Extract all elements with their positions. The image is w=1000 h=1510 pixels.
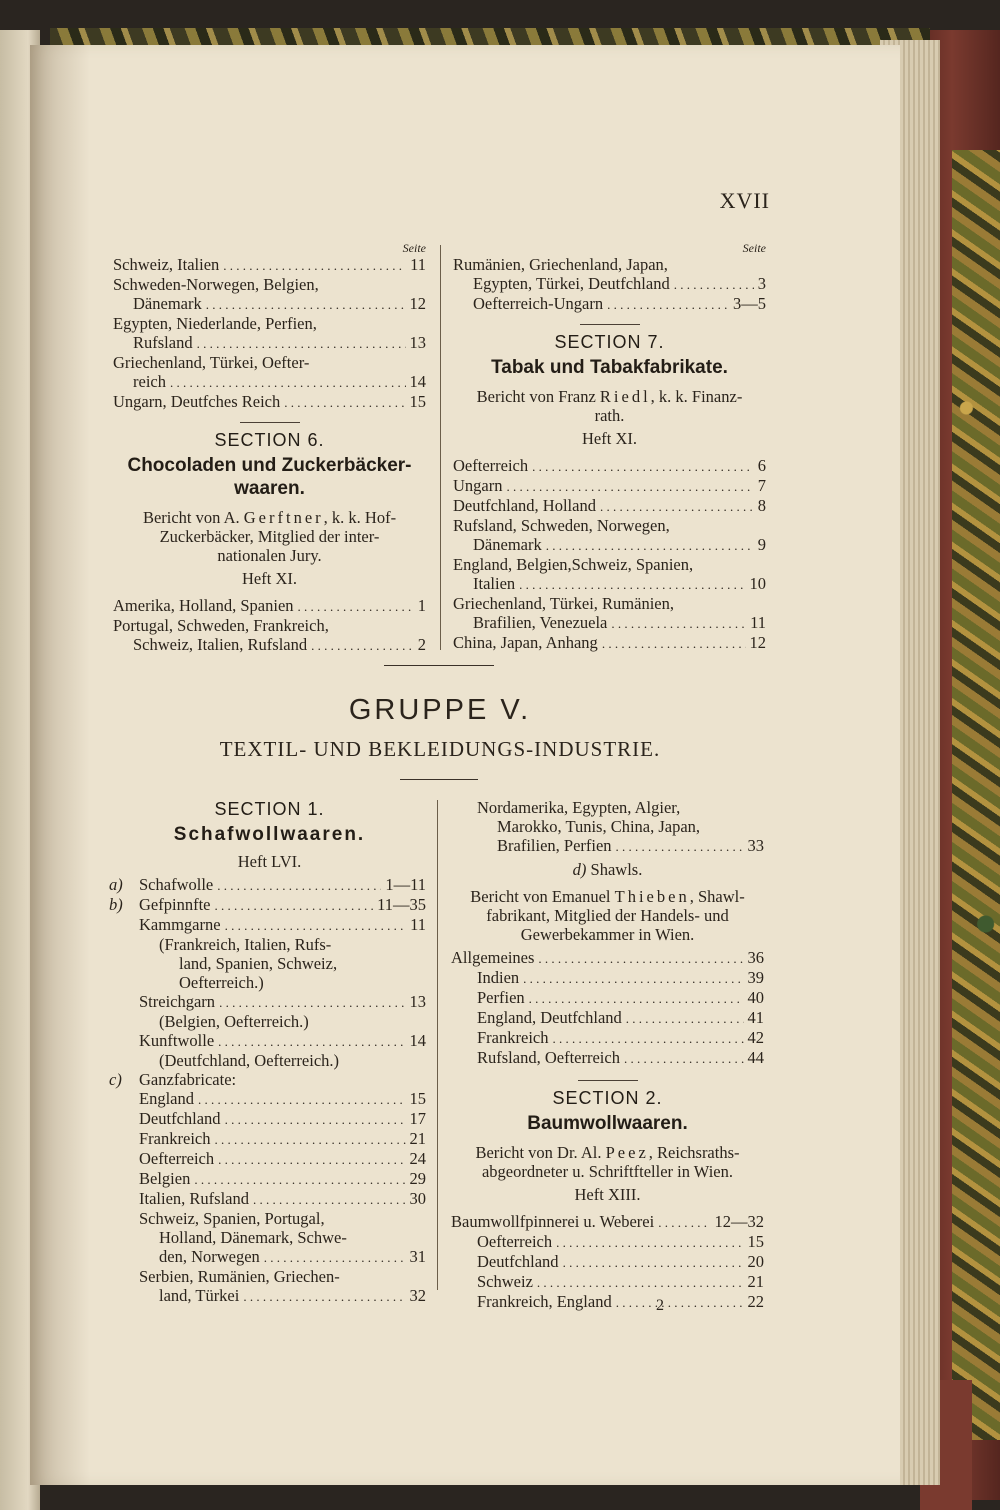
entry-text: Streichgarn xyxy=(139,992,216,1011)
index-entry xyxy=(113,596,426,616)
leader-dots xyxy=(556,1232,743,1252)
entry-text: Schafwolle xyxy=(139,875,214,894)
entry-text: Deutfchland xyxy=(139,1109,221,1128)
page-ref: 24 xyxy=(409,1149,426,1168)
leader-dots xyxy=(552,1028,743,1048)
index-column-c xyxy=(109,798,426,1306)
index-entry xyxy=(451,1008,764,1028)
page-ref: 44 xyxy=(747,1048,764,1067)
report-text: Zuckerbäcker, Mitglied der inter- xyxy=(159,527,380,546)
entry-text: land, Türkei xyxy=(159,1286,240,1305)
entry-text: Dänemark xyxy=(133,294,202,313)
subtitle-line: waaren. xyxy=(234,478,305,499)
entry-text: Oefterreich xyxy=(139,1149,215,1168)
entry-list xyxy=(113,596,426,655)
entry-text: Dänemark xyxy=(473,535,542,554)
entry-row xyxy=(477,1252,764,1272)
leader-dots xyxy=(197,333,406,353)
leader-dots xyxy=(602,633,746,653)
heft-label: Heft XIII. xyxy=(574,1185,641,1204)
page-ref: 14 xyxy=(409,1031,426,1050)
page-ref: 36 xyxy=(747,948,764,967)
entry-row xyxy=(139,895,426,915)
entry-list xyxy=(453,255,766,314)
entry-list xyxy=(451,948,764,1068)
index-entry xyxy=(113,1209,426,1267)
page-ref: 21 xyxy=(409,1129,426,1148)
leader-dots xyxy=(243,1286,405,1306)
index-entry xyxy=(453,255,766,294)
entry-note: (Deutfchland, Oefterreich.) xyxy=(159,1051,340,1070)
author-name: Thieben xyxy=(614,887,690,906)
report-text: fabrikant, Mitglied der Handels- und xyxy=(486,906,729,925)
leader-dots xyxy=(506,476,753,496)
page-ref: 7 xyxy=(757,476,766,495)
leader-dots xyxy=(537,1272,744,1292)
entry-row xyxy=(139,1031,426,1051)
entry-row xyxy=(113,596,426,616)
entry-list xyxy=(451,1212,764,1312)
index-entry xyxy=(451,1272,764,1292)
page-ref: 40 xyxy=(747,988,764,1007)
entry-text: Italien xyxy=(473,574,516,593)
section-title: SECTION 1. xyxy=(214,799,325,819)
column-divider xyxy=(437,800,438,1290)
entry-row xyxy=(139,1089,426,1109)
leader-dots xyxy=(600,496,754,516)
page-ref: 15 xyxy=(747,1232,764,1251)
report-text: Bericht von Dr. Al. xyxy=(475,1143,606,1162)
index-entry xyxy=(451,988,764,1008)
entry-line: Schweden-Norwegen, Belgien, xyxy=(113,275,319,294)
index-entry xyxy=(109,875,426,895)
entry-text: Rufsland xyxy=(133,333,193,352)
entry-text: Oefterreich xyxy=(477,1232,553,1251)
leader-dots xyxy=(311,635,414,655)
index-entry xyxy=(451,1048,764,1068)
page-ref: 21 xyxy=(747,1272,764,1291)
leader-dots xyxy=(284,392,405,412)
page-ref: 8 xyxy=(757,496,766,515)
entry-text: Schweiz xyxy=(477,1272,533,1291)
entry-text: England xyxy=(139,1089,194,1108)
index-entry xyxy=(451,1212,764,1232)
entry-text: Frankreich xyxy=(477,1028,549,1047)
leader-dots xyxy=(523,968,743,988)
entry-text: Deutfchland xyxy=(477,1252,559,1271)
page-ref: 33 xyxy=(747,836,764,855)
report-text: , Reichsraths- xyxy=(648,1143,740,1162)
page-ref: 14 xyxy=(409,372,426,391)
entry-row xyxy=(113,635,426,655)
leader-dots xyxy=(563,1252,744,1272)
index-entry xyxy=(453,555,766,594)
entry-row xyxy=(451,948,764,968)
section-subtitle xyxy=(113,454,426,500)
leader-dots xyxy=(626,1008,744,1028)
index-entry xyxy=(113,1169,426,1189)
entry-text: Baumwollfpinnerei u. Weberei xyxy=(451,1212,655,1231)
index-entry xyxy=(453,516,766,555)
index-entry xyxy=(451,1252,764,1272)
entry-row xyxy=(453,456,766,476)
leader-dots xyxy=(611,613,746,633)
leader-dots xyxy=(253,1189,406,1209)
leader-dots xyxy=(624,1048,744,1068)
entry-text: Schweiz, Italien xyxy=(113,255,220,274)
entry-marker: b) xyxy=(109,895,123,914)
entry-text: Brafilien, Venezuela xyxy=(473,613,608,632)
entry-row xyxy=(139,875,426,895)
entry-note: land, Spanien, Schweiz, xyxy=(179,954,338,973)
index-entry xyxy=(453,456,766,476)
entry-row xyxy=(139,915,426,935)
entry-row xyxy=(139,1129,426,1149)
entry-row xyxy=(477,836,764,856)
index-entry xyxy=(113,1051,426,1070)
report-text: Bericht von Emanuel xyxy=(470,887,615,906)
page-ref: 41 xyxy=(747,1008,764,1027)
report-text: rath. xyxy=(594,406,625,425)
report-credit xyxy=(451,887,764,944)
entry-row xyxy=(113,333,426,353)
entry-note: Oefterreich.) xyxy=(179,973,264,992)
leader-dots xyxy=(219,992,405,1012)
entry-row xyxy=(451,1212,764,1232)
author-name: Riedl xyxy=(599,387,651,406)
entry-text: Italien, Rufsland xyxy=(139,1189,249,1208)
group-subtitle: TEXTIL- UND BEKLEIDUNGS-INDUSTRIE. xyxy=(219,737,661,761)
section-subtitle: Tabak und Tabakfabrikate. xyxy=(491,357,728,378)
entry-row xyxy=(453,535,766,555)
entry-line: Serbien, Rumänien, Griechen- xyxy=(139,1267,340,1286)
leader-dots xyxy=(214,895,373,915)
index-entry xyxy=(453,633,766,653)
entry-list xyxy=(113,255,426,412)
entry-text: Allgemeines xyxy=(451,948,535,967)
entry-text: den, Norwegen xyxy=(159,1247,260,1266)
page-ref: 31 xyxy=(409,1247,426,1266)
author-name: Gerftner xyxy=(243,508,324,527)
entry-row xyxy=(453,633,766,653)
entry-text: Deutfchland, Holland xyxy=(453,496,596,515)
entry-row xyxy=(139,1189,426,1209)
heft-label: Heft XI. xyxy=(242,569,297,588)
index-entry xyxy=(451,1292,764,1312)
leader-dots xyxy=(616,836,744,856)
entry-note: (Frankreich, Italien, Rufs- xyxy=(159,935,332,954)
entry-marker: a) xyxy=(109,875,123,894)
index-entry xyxy=(113,392,426,412)
leader-dots xyxy=(214,1129,405,1149)
index-column-d xyxy=(451,798,764,1312)
report-text: , k. k. Finanz- xyxy=(650,387,743,406)
entry-row xyxy=(477,1232,764,1252)
leader-dots xyxy=(298,596,414,616)
leader-dots xyxy=(532,456,754,476)
page-ref: 17 xyxy=(409,1109,426,1128)
entry-text: Frankreich xyxy=(139,1129,211,1148)
entry-line: Marokko, Tunis, China, Japan, xyxy=(497,817,701,836)
leader-dots xyxy=(658,1212,710,1232)
index-entry xyxy=(113,915,426,935)
page-ref: 13 xyxy=(409,333,426,352)
page-ref: 11 xyxy=(750,613,766,632)
leader-dots xyxy=(217,875,381,895)
page-ref: 1—11 xyxy=(385,875,426,894)
leader-dots xyxy=(519,574,745,594)
entry-text: Schweiz, Italien, Rufsland xyxy=(133,635,308,654)
heft-label: Heft LVI. xyxy=(237,852,302,871)
heft-label: Heft XI. xyxy=(582,429,637,448)
leader-dots xyxy=(225,1109,406,1129)
entry-row xyxy=(113,392,426,412)
index-entry xyxy=(453,496,766,516)
index-entry xyxy=(113,1031,426,1051)
entry-line: Griechenland, Türkei, Oefter- xyxy=(113,353,310,372)
entry-list xyxy=(451,798,764,856)
index-entry xyxy=(113,353,426,392)
entry-text: Kunftwolle xyxy=(139,1031,215,1050)
entry-text: Ungarn xyxy=(453,476,503,495)
entry-text: Kammgarne xyxy=(139,915,221,934)
page-ref: 15 xyxy=(409,392,426,411)
entry-row xyxy=(477,1272,764,1292)
entry-row xyxy=(139,992,426,1012)
index-entry xyxy=(113,1149,426,1169)
report-text: , k. k. Hof- xyxy=(323,508,397,527)
entry-row xyxy=(477,1008,764,1028)
page-ref: 12 xyxy=(749,633,766,652)
subhead-marker: d) xyxy=(572,860,587,879)
entry-row xyxy=(113,294,426,314)
entry-row xyxy=(139,1109,426,1129)
report-credit xyxy=(453,387,766,425)
leader-dots xyxy=(194,1169,405,1189)
entry-row xyxy=(477,1292,764,1312)
report-text: abgeordneter u. Schriftfteller in Wien. xyxy=(481,1162,734,1181)
index-entry xyxy=(113,935,426,992)
section-divider xyxy=(240,422,300,423)
index-column-b xyxy=(453,242,766,653)
page-ref: 22 xyxy=(747,1292,764,1311)
entry-row xyxy=(139,1247,426,1267)
page-ref: 29 xyxy=(409,1169,426,1188)
index-entry xyxy=(113,1189,426,1209)
page-ref: 30 xyxy=(409,1189,426,1208)
entry-text: Rufsland, Oefterreich xyxy=(477,1048,620,1067)
page-ref: 3—5 xyxy=(733,294,766,313)
index-entry xyxy=(113,314,426,353)
entry-line: Holland, Dänemark, Schwe- xyxy=(159,1228,347,1247)
entry-row xyxy=(139,1149,426,1169)
entry-text: England, Deutfchland xyxy=(477,1008,622,1027)
section-subtitle: Schafwollwaaren. xyxy=(173,824,366,845)
gutter-shadow xyxy=(30,45,90,1485)
section-divider xyxy=(580,324,640,325)
entry-marker: c) xyxy=(109,1070,122,1089)
subhead-text: Shawls. xyxy=(590,860,643,879)
group-divider xyxy=(384,665,494,666)
entry-row xyxy=(113,255,426,275)
index-entry xyxy=(113,1267,426,1306)
entry-text: Amerika, Holland, Spanien xyxy=(113,596,294,615)
leader-dots xyxy=(529,988,744,1008)
group-title: GRUPPE V. xyxy=(348,694,532,726)
entry-list xyxy=(453,456,766,653)
entry-list xyxy=(109,875,426,1306)
entry-line: Portugal, Schweden, Frankreich, xyxy=(113,616,329,635)
entry-line: Rumänien, Griechenland, Japan, xyxy=(453,255,668,274)
index-entry xyxy=(453,294,766,314)
index-entry xyxy=(113,1109,426,1129)
page-ref: 11 xyxy=(410,255,426,274)
index-entry xyxy=(109,895,426,915)
entry-row xyxy=(453,294,766,314)
leader-dots xyxy=(218,1031,405,1051)
page-ref: 12—32 xyxy=(714,1212,764,1231)
entry-line: Egypten, Niederlande, Perfien, xyxy=(113,314,317,333)
leader-dots xyxy=(607,294,729,314)
index-entry xyxy=(113,275,426,314)
page-number: XVII xyxy=(719,188,770,213)
page-ref: 32 xyxy=(409,1286,426,1305)
entry-text: Oefterreich xyxy=(453,456,529,475)
page-ref: 1 xyxy=(417,596,426,615)
report-credit xyxy=(113,508,426,565)
index-entry xyxy=(113,1089,426,1109)
page-ref: 15 xyxy=(409,1089,426,1108)
group-divider xyxy=(400,779,478,780)
index-entry xyxy=(451,1028,764,1048)
entry-text: Perfien xyxy=(477,988,525,1007)
index-entry xyxy=(113,1129,426,1149)
entry-text: Indien xyxy=(477,968,520,987)
index-entry xyxy=(453,594,766,633)
leader-dots xyxy=(546,535,754,555)
leader-dots xyxy=(223,255,406,275)
entry-line: Griechenland, Türkei, Rumänien, xyxy=(453,594,675,613)
index-entry xyxy=(451,1232,764,1252)
sheet-number: 2 xyxy=(656,1297,664,1314)
column-divider xyxy=(440,245,441,650)
entry-row xyxy=(139,1169,426,1189)
entry-text: Gefpinnfte xyxy=(139,895,211,914)
entry-text: China, Japan, Anhang xyxy=(453,633,598,652)
entry-row xyxy=(477,1028,764,1048)
page-ref: 9 xyxy=(757,535,766,554)
index-entry xyxy=(451,968,764,988)
entry-row xyxy=(477,988,764,1008)
page-ref: 3 xyxy=(757,274,766,293)
seite-label: Seite xyxy=(742,241,766,255)
page-ref: 11 xyxy=(410,915,426,934)
leader-dots xyxy=(538,948,743,968)
entry-text: Egypten, Türkei, Deutfchland xyxy=(473,274,670,293)
page-ref: 12 xyxy=(409,294,426,313)
entry-row xyxy=(453,574,766,594)
index-column-a xyxy=(113,242,426,655)
entry-line: Rufsland, Schweden, Norwegen, xyxy=(453,516,670,535)
index-entry xyxy=(113,616,426,655)
index-entry xyxy=(113,992,426,1012)
page-ref: 20 xyxy=(747,1252,764,1271)
leader-dots xyxy=(198,1089,406,1109)
entry-text: Brafilien, Perfien xyxy=(497,836,612,855)
entry-line: Schweiz, Spanien, Portugal, xyxy=(139,1209,325,1228)
entry-row xyxy=(453,476,766,496)
leader-dots xyxy=(170,372,406,392)
report-text: Gewerbekammer in Wien. xyxy=(520,925,695,944)
page-ref: 13 xyxy=(409,992,426,1011)
entry-row xyxy=(139,1286,426,1306)
report-text: Bericht von A. xyxy=(142,508,244,527)
leader-dots xyxy=(264,1247,406,1267)
index-entry xyxy=(451,948,764,968)
leader-dots xyxy=(225,915,407,935)
entry-heading: Ganzfabricate: xyxy=(139,1070,237,1089)
report-credit xyxy=(451,1143,764,1181)
page-ref: 42 xyxy=(747,1028,764,1047)
page-ref: 39 xyxy=(747,968,764,987)
section-title: SECTION 6. xyxy=(214,430,325,450)
entry-line: England, Belgien,Schweiz, Spanien, xyxy=(453,555,694,574)
index-entry xyxy=(113,255,426,275)
entry-row xyxy=(477,968,764,988)
entry-line: Nordamerika, Egypten, Algier, xyxy=(477,798,681,817)
entry-text: Belgien xyxy=(139,1169,191,1188)
entry-note: (Belgien, Oefterreich.) xyxy=(159,1012,309,1031)
page-ref: 11—35 xyxy=(377,895,426,914)
entry-row xyxy=(453,496,766,516)
section-title: SECTION 7. xyxy=(554,332,665,352)
page-ref: 6 xyxy=(757,456,766,475)
leader-dots xyxy=(674,274,754,294)
index-entry xyxy=(453,476,766,496)
page-ref: 10 xyxy=(749,574,766,593)
entry-row xyxy=(477,1048,764,1068)
entry-row xyxy=(113,372,426,392)
entry-text: Oefterreich-Ungarn xyxy=(473,294,604,313)
entry-text: Ungarn, Deutfches Reich xyxy=(113,392,281,411)
author-name: Peez xyxy=(605,1143,649,1162)
report-text: nationalen Jury. xyxy=(217,546,322,565)
marbled-cover-edge xyxy=(952,150,1000,1440)
section-subtitle: Baumwollwaaren. xyxy=(527,1113,688,1134)
page-ref: 2 xyxy=(417,635,426,654)
seite-label: Seite xyxy=(402,241,426,255)
index-entry xyxy=(109,1070,426,1089)
entry-row xyxy=(453,613,766,633)
entry-row xyxy=(453,274,766,294)
leader-dots xyxy=(218,1149,405,1169)
section-divider xyxy=(578,1080,638,1081)
subtitle-line: Chocoladen und Zuckerbäcker- xyxy=(127,455,412,476)
subhead xyxy=(451,860,764,879)
entry-text: reich xyxy=(133,372,166,391)
index-entry xyxy=(113,1012,426,1031)
leader-dots xyxy=(206,294,406,314)
entry-text: Frankreich, England xyxy=(477,1292,612,1311)
index-entry xyxy=(451,798,764,856)
report-text: , Shawl- xyxy=(689,887,745,906)
section-title: SECTION 2. xyxy=(552,1088,663,1108)
report-text: Bericht von Franz xyxy=(476,387,600,406)
